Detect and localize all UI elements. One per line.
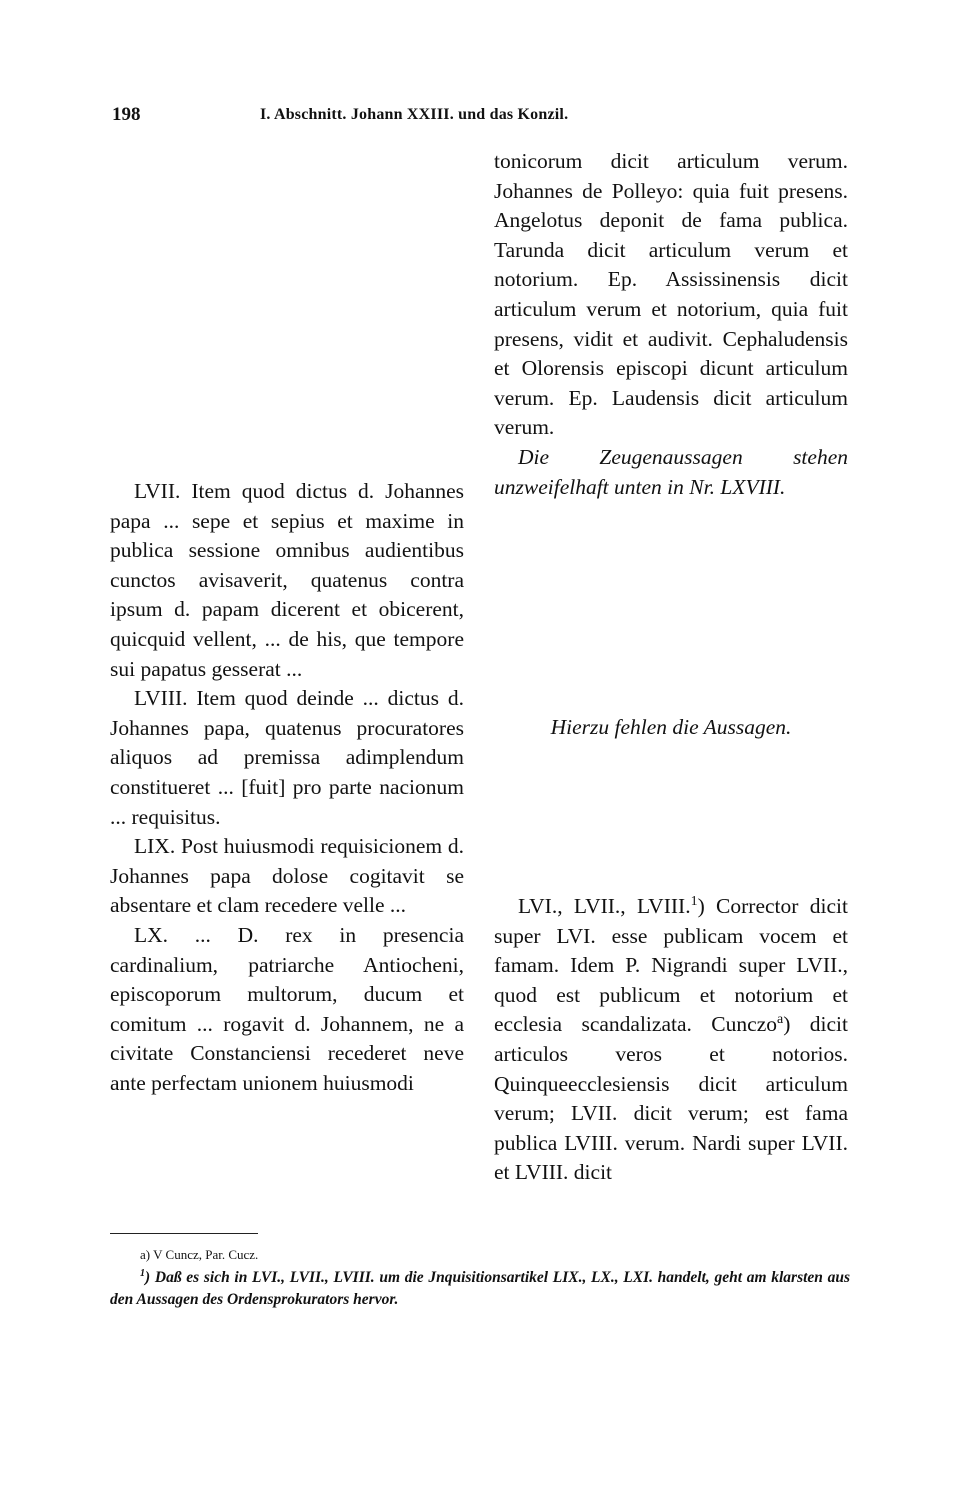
- footnote-a: a) V Cuncz, Par. Cucz.: [140, 1247, 259, 1262]
- editorial-note-missing: Hierzu fehlen die Aussagen.: [550, 715, 792, 739]
- footnote-1-text: ) Daß es sich in LVI., LVII., LVIII. um die Jnquisitionsartikel LIX., LX., LXI. handelt, geht am klarsten aus den Aussagen des Ordensprokurators hervor.: [110, 1268, 850, 1308]
- right-column-bottom: [494, 892, 848, 1188]
- footnote-marker-a: a: [777, 1012, 784, 1028]
- article-lvii: LVII. Item quod dictus d. Johannes papa ... sepe et sepius et maxime in publica sessione omnibus audientibus cunctos avisaverit, quatenus contra ipsum d. papam dicerent et obicerent, quicquid vellent, ... de his, que tempore sui papatus gesserat ...: [110, 479, 464, 681]
- footnote-marker-1: 1: [690, 893, 698, 909]
- article-refs: LVI., LVII., LVIII.: [518, 894, 691, 918]
- right-column-top: [494, 147, 848, 502]
- corrector-text-b: ) dicit articulos veros et notorios. Quinqueecclesiensis dicit articulum verum; LVII. dicit verum; est fama publica LVIII. verum. Nardi super LVII. et LVIII. dicit: [494, 1012, 849, 1185]
- footnote-1: [110, 1267, 850, 1312]
- left-column-articles: [110, 477, 464, 1098]
- article-lix: LIX. Post huiusmodi requisicionem d. Johannes papa dolose cogitavit se absentare et clam recedere velle ...: [110, 834, 464, 918]
- corrector-text-a: ) Corrector dicit super LVI. esse publicam vocem et famam. Idem P. Nigrandi super LVII., quod est publicum et notorium et ecclesia scandalizata. Cunczo: [494, 894, 848, 1037]
- article-lx: LX. ... D. rex in presencia cardinalium, patriarche Antiocheni, episcoporum multorum, ducum et comitum ... rogavit d. Johannem, ne a civitate Constanciensi recederet neve ante perfectam unionem huiusmodi: [110, 922, 464, 1095]
- footnote-1-marker: 1: [140, 1267, 146, 1279]
- witness-statements-paragraph: tonicorum dicit articulum verum. Johannes de Polleyo: quia fuit presens. Angelotus deponit de fama publica. Tarunda dicit articulum verum et notorium. Ep. Assissinensis dicit articulum verum et notorium, quia fuit presens, vidit et audivit. Cephaludensis et Olorensis episcopi dicunt articulum verum. Ep. Laudensis dicit articulum verum.: [494, 149, 848, 440]
- editorial-note-witnesses: Die Zeugenaussagen stehen unzweifelhaft unten in Nr. LXVIII.: [494, 444, 848, 499]
- corrector-statements-paragraph: [494, 892, 848, 1188]
- page-number: 198: [112, 104, 141, 125]
- article-lviii: LVIII. Item quod deinde ... dictus d. Johannes papa, quatenus procuratores aliquos ad premissa adimplendum constitueret ... [fuit] pro parte nacionum ... requisitus.: [110, 686, 464, 829]
- running-head: I. Abschnitt. Johann XXIII. und das Konzil.: [260, 106, 569, 123]
- page-header: [112, 104, 852, 134]
- footnote-divider: [110, 1233, 258, 1234]
- footnotes: [110, 1244, 850, 1312]
